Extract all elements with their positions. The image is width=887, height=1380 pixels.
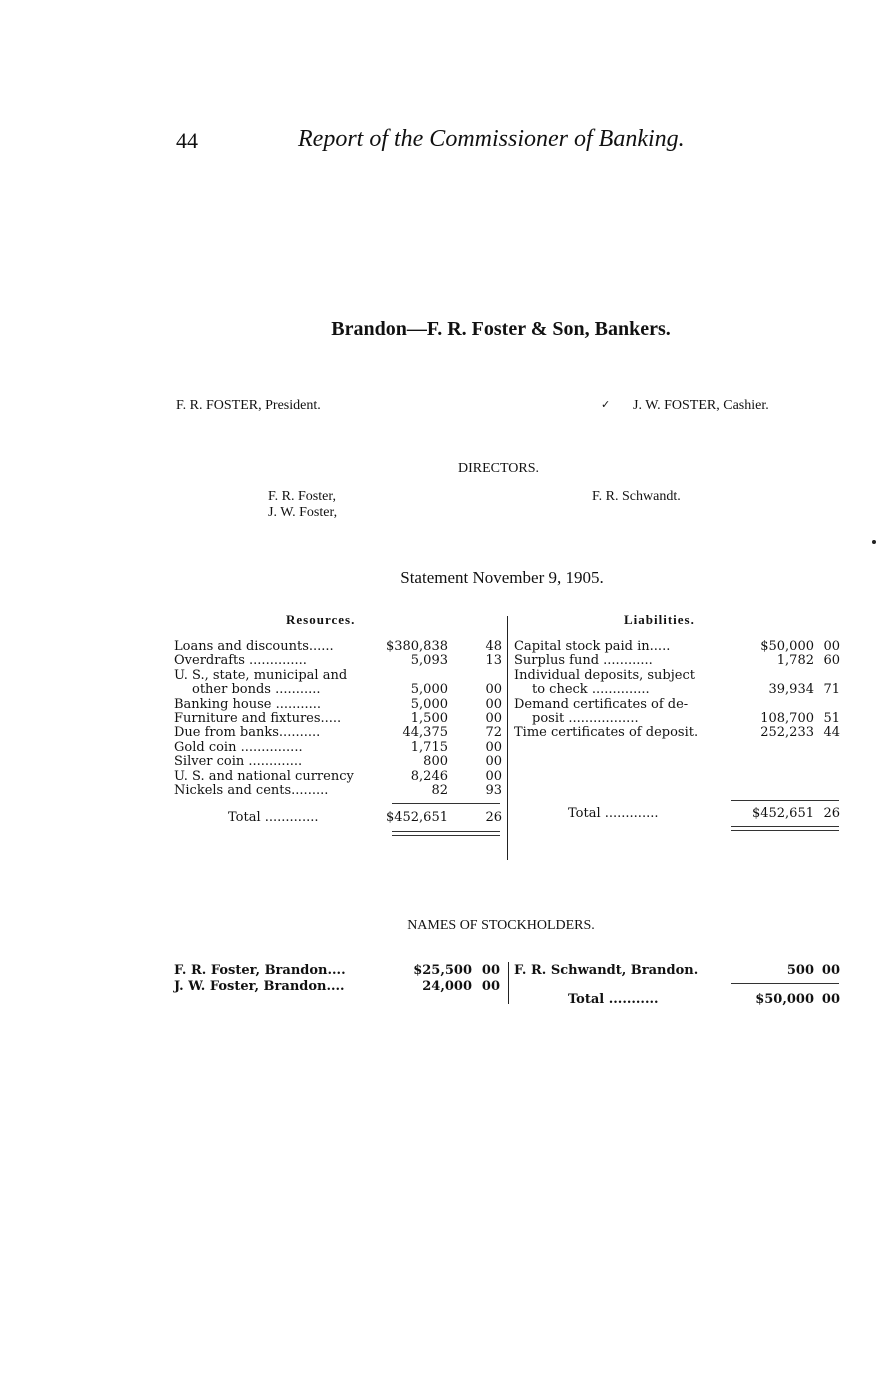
resource-label: Silver coin ............. bbox=[174, 754, 303, 770]
liability-dollars: 1,782 bbox=[776, 653, 814, 669]
director-name: F. R. Foster, bbox=[268, 489, 336, 504]
stockholder-cents: 00 bbox=[481, 979, 500, 994]
resource-dollars: 82 bbox=[431, 783, 448, 798]
liability-cents: 44 bbox=[823, 725, 840, 741]
total-cents: 26 bbox=[485, 810, 502, 825]
total-rule bbox=[731, 800, 839, 801]
table-row bbox=[514, 654, 842, 668]
liabilities-heading: Liabilities. bbox=[624, 612, 695, 627]
table-row bbox=[514, 712, 842, 726]
table-row bbox=[174, 683, 504, 697]
resource-cents: 00 bbox=[485, 768, 502, 784]
column-divider bbox=[507, 616, 508, 860]
table-row bbox=[514, 669, 842, 683]
table-row bbox=[174, 811, 504, 825]
resource-cents: 00 bbox=[485, 739, 502, 755]
resource-dollars: 44,375 bbox=[402, 725, 448, 741]
resource-label: U. S., state, municipal and bbox=[174, 667, 348, 683]
resource-label: Gold coin ............... bbox=[174, 739, 303, 755]
bank-title: Brandon—F. R. Foster & Son, Bankers. bbox=[331, 318, 671, 340]
total-rule bbox=[392, 803, 500, 804]
double-rule bbox=[392, 835, 500, 836]
total-cents: 26 bbox=[823, 806, 840, 821]
liability-cents: 51 bbox=[823, 711, 840, 726]
total-cents: 00 bbox=[821, 992, 840, 1007]
table-row bbox=[514, 963, 842, 977]
double-rule bbox=[392, 831, 500, 832]
table-row bbox=[174, 979, 502, 993]
total-dollars: $50,000 bbox=[755, 992, 814, 1007]
table-row bbox=[514, 640, 842, 654]
resource-dollars: 1,715 bbox=[410, 739, 448, 755]
stockholder-dollars: $25,500 bbox=[413, 963, 472, 978]
table-row bbox=[514, 698, 842, 712]
table-row bbox=[514, 683, 842, 697]
liability-label: Surplus fund ............ bbox=[514, 653, 653, 669]
resource-dollars: 800 bbox=[423, 754, 448, 770]
resource-label: U. S. and national currency bbox=[174, 768, 354, 784]
total-label: Total ............. bbox=[228, 810, 319, 825]
table-row bbox=[174, 669, 504, 683]
resource-cents: 00 bbox=[485, 711, 502, 726]
resource-cents: 00 bbox=[485, 696, 502, 712]
liability-label: Capital stock paid in..... bbox=[514, 639, 671, 654]
resource-label: Overdrafts .............. bbox=[174, 653, 307, 669]
total-label: Total ............. bbox=[568, 806, 659, 821]
table-row bbox=[174, 755, 504, 769]
resource-cents: 00 bbox=[485, 682, 502, 698]
resource-dollars: 5,093 bbox=[410, 653, 448, 669]
stockholder-name: F. R. Schwandt, Brandon. bbox=[514, 963, 699, 978]
stockholder-cents: 00 bbox=[821, 963, 840, 978]
stockholder-name: F. R. Foster, Brandon.... bbox=[174, 963, 346, 978]
resource-label: Furniture and fixtures..... bbox=[174, 711, 342, 726]
resources-total-row bbox=[174, 811, 504, 827]
table-row bbox=[174, 726, 504, 740]
resource-dollars: 5,000 bbox=[410, 682, 448, 698]
stockholder-name: J. W. Foster, Brandon.... bbox=[174, 979, 345, 994]
table-row bbox=[174, 784, 504, 798]
table-row bbox=[514, 726, 842, 740]
liability-label: to check .............. bbox=[532, 682, 650, 698]
liability-label: posit ................. bbox=[532, 711, 639, 726]
double-rule bbox=[731, 826, 839, 827]
stockholder-cents: 00 bbox=[481, 963, 500, 978]
running-title: Report of the Commissioner of Banking. bbox=[298, 126, 685, 152]
liability-label: Time certificates of deposit. bbox=[514, 725, 699, 741]
table-row bbox=[514, 807, 842, 821]
resource-cents: 13 bbox=[485, 653, 502, 669]
total-rule bbox=[731, 983, 839, 984]
director-name: J. W. Foster, bbox=[268, 505, 338, 520]
stockholders-left bbox=[174, 963, 502, 997]
liability-dollars: 39,934 bbox=[768, 682, 814, 698]
liability-dollars: 252,233 bbox=[760, 725, 814, 741]
liabilities-total-row bbox=[514, 807, 842, 823]
statement-title: Statement November 9, 1905. bbox=[400, 568, 604, 587]
liability-dollars: 108,700 bbox=[760, 711, 814, 726]
resource-cents: 48 bbox=[485, 639, 502, 654]
cashier-line: J. W. FOSTER, Cashier. bbox=[633, 398, 769, 413]
stockholder-dollars: 24,000 bbox=[422, 979, 472, 994]
stockholders-heading: NAMES OF STOCKHOLDERS. bbox=[407, 918, 595, 933]
table-row bbox=[174, 770, 504, 784]
resource-label: other bonds ........... bbox=[192, 682, 321, 698]
liability-dollars: $50,000 bbox=[760, 639, 814, 654]
table-row bbox=[174, 712, 504, 726]
resource-label: Banking house ........... bbox=[174, 696, 322, 712]
liabilities-table bbox=[514, 640, 842, 750]
double-rule bbox=[731, 830, 839, 831]
stockholders-total-row bbox=[514, 992, 842, 1010]
liability-cents: 00 bbox=[823, 639, 840, 654]
stockholder-dollars: 500 bbox=[786, 963, 814, 978]
directors-heading: DIRECTORS. bbox=[457, 461, 540, 476]
director-name: F. R. Schwandt. bbox=[592, 489, 681, 504]
table-row bbox=[174, 741, 504, 755]
ink-speck bbox=[872, 540, 876, 544]
liability-cents: 71 bbox=[823, 682, 840, 698]
total-dollars: $452,651 bbox=[385, 810, 448, 825]
liability-cents: 60 bbox=[823, 653, 840, 669]
resource-dollars: 8,246 bbox=[410, 768, 448, 784]
resources-table bbox=[174, 640, 504, 840]
tick-mark: ✓ bbox=[601, 398, 611, 411]
total-dollars: $452,651 bbox=[751, 806, 814, 821]
table-row bbox=[174, 640, 504, 654]
total-label: Total ........... bbox=[568, 992, 659, 1007]
liability-label: Demand certificates of de- bbox=[514, 696, 689, 712]
resource-label: Nickels and cents......... bbox=[174, 783, 329, 798]
table-row bbox=[514, 992, 842, 1006]
resource-label: Loans and discounts...... bbox=[174, 639, 334, 654]
resources-heading: Resources. bbox=[286, 612, 356, 627]
resource-dollars: 5,000 bbox=[410, 696, 448, 712]
resource-label: Due from banks.......... bbox=[174, 725, 321, 741]
table-row bbox=[174, 698, 504, 712]
resource-dollars: 1,500 bbox=[410, 711, 448, 726]
liability-label: Individual deposits, subject bbox=[514, 667, 695, 683]
table-row bbox=[174, 654, 504, 668]
president-line: F. R. FOSTER, President. bbox=[176, 398, 321, 413]
resource-dollars: $380,838 bbox=[385, 639, 448, 654]
column-divider bbox=[508, 962, 509, 1004]
page-number: 44 bbox=[176, 128, 198, 153]
resource-cents: 00 bbox=[485, 754, 502, 770]
resource-cents: 72 bbox=[485, 725, 502, 741]
table-row bbox=[174, 963, 502, 977]
resource-cents: 93 bbox=[485, 783, 502, 798]
